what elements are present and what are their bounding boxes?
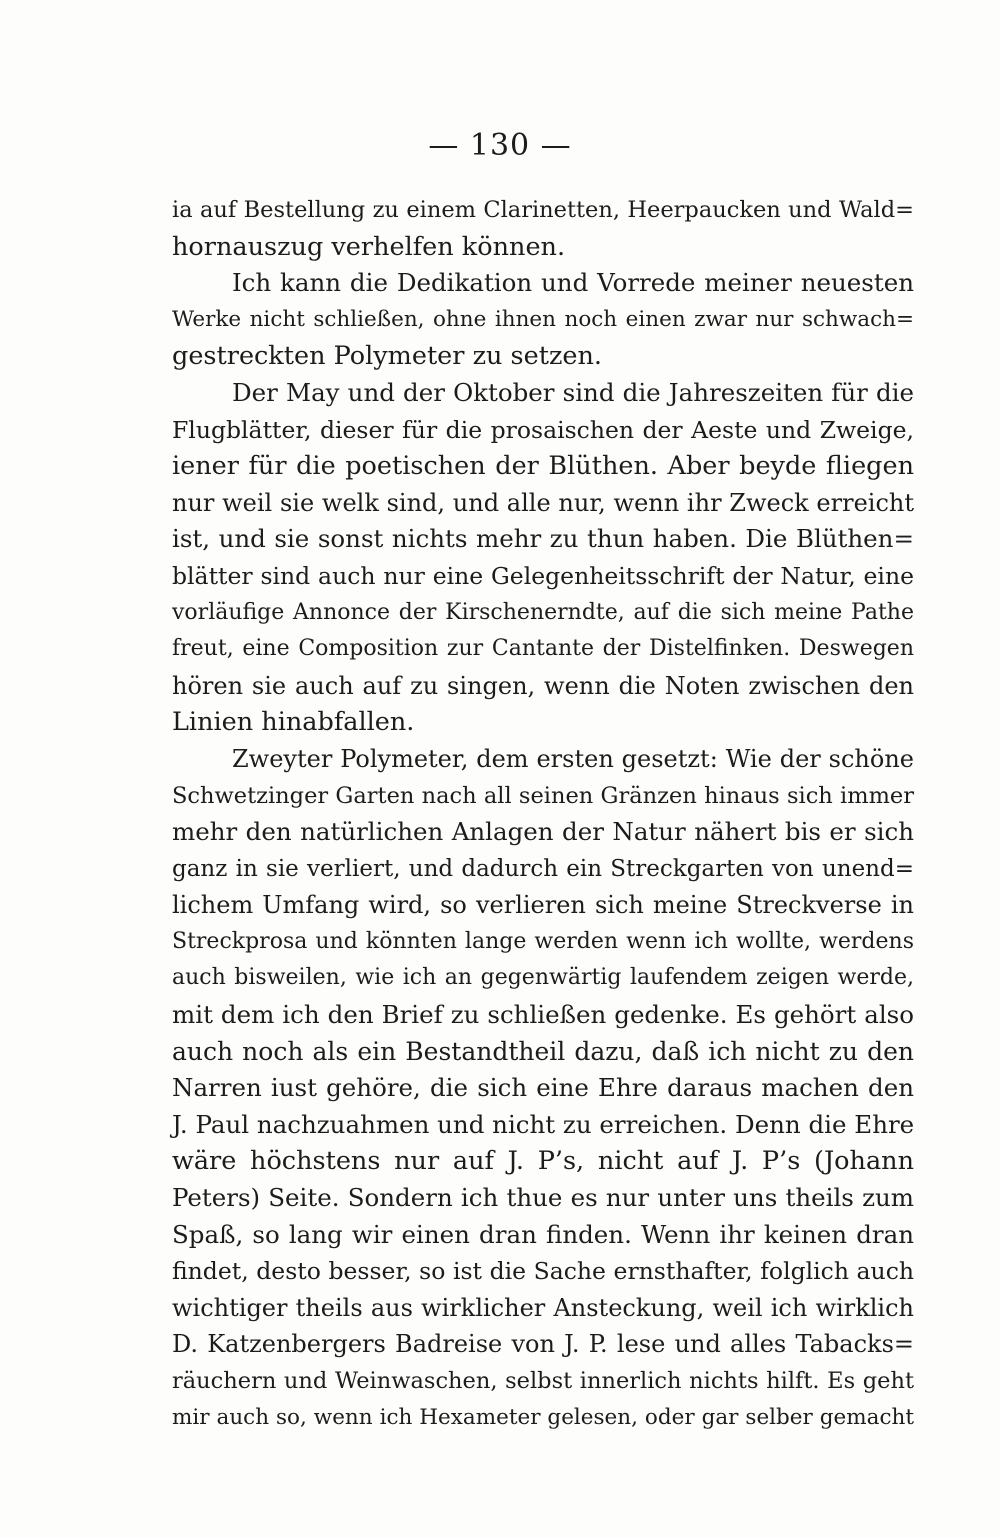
- page-number: — 130 —: [428, 128, 572, 163]
- text-line: Flugblätter, dieser für die prosaischen der Aeste und Zweige,: [172, 415, 914, 444]
- text-line: Spaß, so lang wir einen dran finden. Wenn ihr keinen dran: [172, 1219, 914, 1249]
- text-line: J. Paul nachzuahmen und nicht zu erreichen. Denn die Ehre: [172, 1109, 915, 1139]
- text-line: iener für die poetischen der Blüthen. Aber beyde fliegen: [172, 451, 914, 482]
- text-line: freut, eine Composition zur Cantante der Distelfinken. Deswegen: [172, 636, 914, 662]
- text-line: blätter sind auch nur eine Gelegenheitsschrift der Natur, eine: [172, 561, 914, 590]
- text-line: Linien hinabfallen.: [172, 707, 415, 738]
- text-line: Zweyter Polymeter, dem ersten gesetzt: Wie der schöne: [232, 744, 914, 773]
- text-line: auch noch als ein Bestandtheil dazu, daß ich nicht zu den: [172, 1036, 914, 1066]
- text-line: Streckprosa und könnten lange werden wenn ich wollte, werdens: [172, 928, 914, 954]
- text-line: ist, und sie sonst nichts mehr zu thun haben. Die Blüthen=: [172, 524, 914, 554]
- text-line: auch bisweilen, wie ich an gegenwärtig laufendem zeigen werde,: [172, 965, 914, 991]
- text-line: nur weil sie welk sind, und alle nur, wenn ihr Zweck erreicht: [172, 488, 914, 517]
- text-line: vorläufige Annonce der Kirschenerndte, auf die sich meine Pathe: [172, 599, 914, 625]
- text-line: Narren iust gehöre, die sich eine Ehre daraus machen den: [172, 1073, 914, 1103]
- text-line: D. Katzenbergers Badreise von J. P. lese und alles Tabacks=: [172, 1330, 914, 1359]
- text-line: gestreckten Polymeter zu setzen.: [172, 341, 603, 372]
- text-line: mehr den natürlichen Anlagen der Natur nähert bis er sich: [172, 817, 914, 847]
- text-line: Schwetzinger Garten nach all seinen Gränzen hinaus sich immer: [172, 782, 914, 809]
- body-text: [172, 192, 914, 1436]
- text-line: ganz in sie verliert, und dadurch ein Streckgarten von unend=: [172, 855, 914, 882]
- text-line: Peters) Seite. Sondern ich thue es nur unter uns theils zum: [172, 1183, 914, 1213]
- text-line: hören sie auch auf zu singen, wenn die Noten zwischen den: [172, 671, 914, 700]
- text-line: mir auch so, wenn ich Hexameter gelesen, oder gar selber gemacht: [172, 1404, 914, 1430]
- text-line: ia auf Bestellung zu einem Clarinetten, Heerpaucken und Wald=: [172, 197, 914, 223]
- text-line: findet, desto besser, so ist die Sache ernsthafter, folglich auch: [172, 1257, 914, 1286]
- text-line: Werke nicht schließen, ohne ihnen noch einen zwar nur schwach=: [172, 306, 914, 332]
- text-line: räuchern und Weinwaschen, selbst innerlich nichts hilft. Es geht: [172, 1368, 914, 1394]
- text-line: wichtiger theils aus wirklicher Ansteckung, weil ich wirklich: [172, 1293, 914, 1322]
- text-line: lichem Umfang wird, so verlieren sich meine Streckverse in: [172, 891, 914, 920]
- text-line: Ich kann die Dedikation und Vorrede meiner neuesten: [232, 268, 914, 298]
- text-line: hornauszug verhelfen können.: [172, 231, 566, 262]
- text-line: mit dem ich den Brief zu schließen gedenke. Es gehört also: [172, 1000, 914, 1030]
- text-line: wäre höchstens nur auf J. P’s, nicht auf J. P’s (Johann: [172, 1146, 914, 1177]
- text-line: Der May und der Oktober sind die Jahreszeiten für die: [232, 377, 914, 407]
